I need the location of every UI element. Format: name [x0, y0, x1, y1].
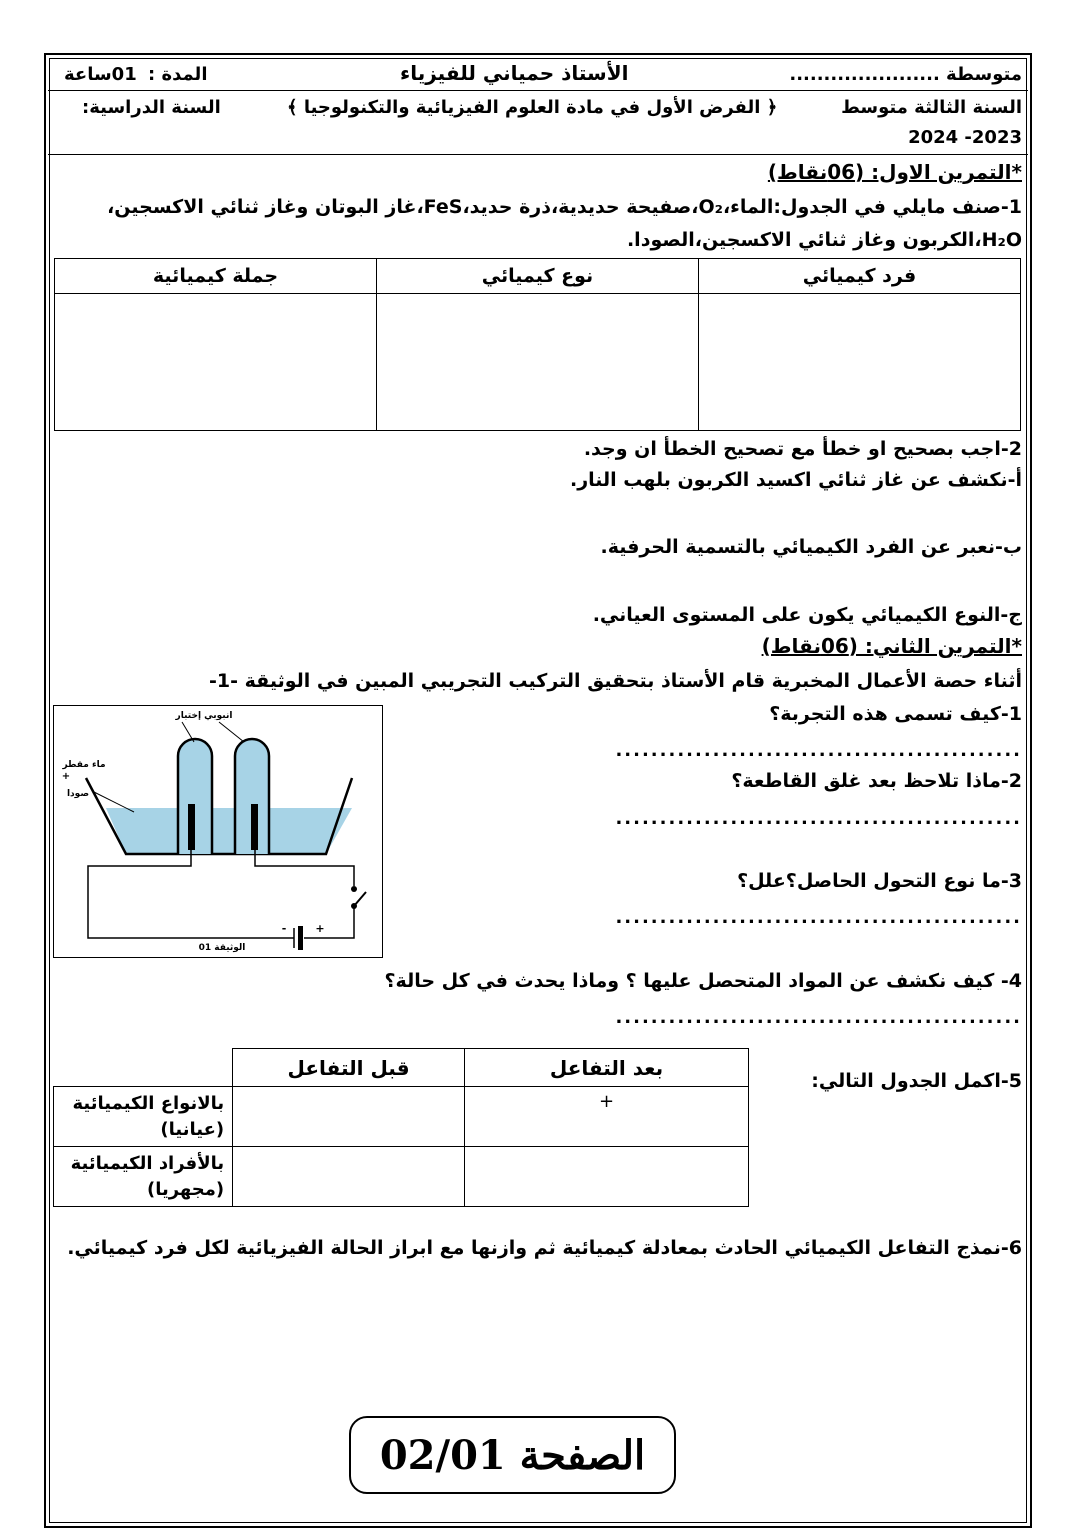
battery-plate-short	[298, 926, 303, 950]
wire-right	[255, 850, 354, 886]
cell-unit[interactable]	[698, 294, 1020, 431]
electrode-left	[188, 804, 195, 850]
ex1-q1-line1: 1-صنف مايلي في الجدول:الماء،O₂،صفيحة حديدية،ذرة حديد،FeS،غاز البوتان وغاز ثنائي الاكسجين،	[107, 196, 1022, 218]
year-value: 2024 -2023	[908, 127, 1022, 148]
ex2-q1: 1-كيف تسمى هذه التجربة؟	[769, 703, 1022, 725]
corner-cell	[54, 1049, 233, 1087]
answer-line-3[interactable]: ..............................................	[615, 907, 1022, 928]
ex1-q2: 2-اجب بصحيح او خطأ مع تصحيح الخطأ ان وجد.	[583, 438, 1022, 460]
tubes-label: انبوبي إختبار	[175, 711, 233, 721]
cell-species-before[interactable]	[233, 1087, 465, 1147]
ex2-q3: 3-ما نوع التحول الحاصل؟علل؟	[737, 870, 1022, 892]
water-label-1: ماء مقطر	[62, 760, 106, 770]
row-particles-line1: بالأفراد الكيميائية	[70, 1152, 225, 1174]
exam-title: ﴿ الفرض الأول في مادة العلوم الفيزيائية والتكنولوجيا ﴾	[287, 97, 778, 118]
tubes-pointer-2	[219, 722, 244, 742]
row-particles-line2: (مجهريا)	[146, 1178, 225, 1200]
col-before-reaction: قبل التفاعل	[233, 1049, 465, 1087]
water-fill	[106, 808, 352, 854]
row-species-line2: (عيانيا)	[160, 1118, 225, 1140]
cell-particles-after[interactable]	[464, 1147, 748, 1207]
cell-species-after[interactable]: +	[464, 1087, 748, 1147]
ex1-q2b: ب-نعبر عن الفرد الكيميائي بالتسمية الحرفية.	[600, 536, 1022, 558]
cell-type[interactable]	[377, 294, 699, 431]
electrode-right	[251, 804, 258, 850]
col-after-reaction: بعد التفاعل	[464, 1049, 748, 1087]
ex2-intro: أثناء حصة الأعمال المخبرية قام الأستاذ بتحقيق التركيب التجريبي المبين في الوثيقة -1-	[209, 670, 1022, 692]
wire-bottom	[304, 906, 354, 938]
page-number: الصفحة 02/01	[379, 1431, 646, 1479]
teacher-name: الأستاذ حمياني للفيزياء	[400, 61, 629, 85]
row-species-line1: بالانواع الكيميائية	[72, 1092, 225, 1114]
ex2-q2: 2-ماذا تلاحظ بعد غلق القاطعة؟	[731, 770, 1022, 792]
ex1-q2c: ج-النوع الكيميائي يكون على المستوى العياني.	[592, 604, 1022, 626]
ex2-q4: 4- كيف نكشف عن المواد المتحصل عليها ؟ وماذا يحدث في كل حالة؟	[384, 970, 1022, 992]
ex2-q6: 6-نمذج التفاعل الكيميائي الحادث بمعادلة كيميائية ثم وازنها مع ابراز الحالة الفيزيائية لكل فرد كيميائي.	[67, 1237, 1022, 1259]
ex1-q2a: أ-نكشف عن غاز ثنائي اكسيد الكربون بلهب النار.	[569, 469, 1022, 491]
switch-terminal-top	[351, 886, 357, 892]
classification-table	[54, 258, 1021, 431]
header-species-group: جملة كيميائية	[55, 259, 377, 294]
figure-caption: الوثيقة 01	[198, 943, 246, 953]
header-divider	[48, 90, 1028, 91]
answer-line-1[interactable]: ..............................................	[615, 740, 1022, 761]
page-number-box	[349, 1416, 676, 1494]
row-species	[54, 1087, 233, 1147]
year-label: السنة الدراسية:	[82, 97, 221, 118]
exercise1-title: *التمرين الاول: (06نقاط)	[767, 160, 1022, 184]
tubes-pointer-1	[182, 722, 194, 742]
duration-label: المدة :	[148, 64, 208, 85]
level: السنة الثالثة متوسط	[841, 97, 1022, 118]
header-divider-2	[48, 154, 1028, 155]
battery-plus: +	[315, 922, 325, 935]
electrolysis-diagram	[54, 706, 383, 958]
experiment-figure	[53, 705, 383, 958]
answer-line-2[interactable]: ..............................................	[615, 808, 1022, 829]
exercise2-title: *التمرين الثاني: (06نقاط)	[761, 634, 1022, 658]
ex1-q1-line2: H₂O،الكربون وغاز ثنائي الاكسجين،الصودا.	[626, 229, 1022, 251]
header-species-unit: فرد كيميائي	[698, 259, 1020, 294]
header-species-type: نوع كيميائي	[377, 259, 699, 294]
row-particles	[54, 1147, 233, 1207]
answer-line-4[interactable]: ..............................................	[615, 1007, 1022, 1028]
water-label-plus: +	[61, 771, 71, 782]
ex2-q5: 5-اكمل الجدول التالي:	[811, 1070, 1022, 1092]
switch-lever	[354, 892, 366, 906]
cell-group[interactable]	[55, 294, 377, 431]
water-label-2: صودا	[66, 789, 90, 799]
battery-minus: -	[281, 922, 287, 935]
school-name: متوسطة ......................	[789, 64, 1022, 85]
duration-value: 01ساعة	[64, 64, 137, 85]
cell-particles-before[interactable]	[233, 1147, 465, 1207]
reaction-table	[53, 1048, 749, 1207]
wire-left	[88, 850, 294, 938]
